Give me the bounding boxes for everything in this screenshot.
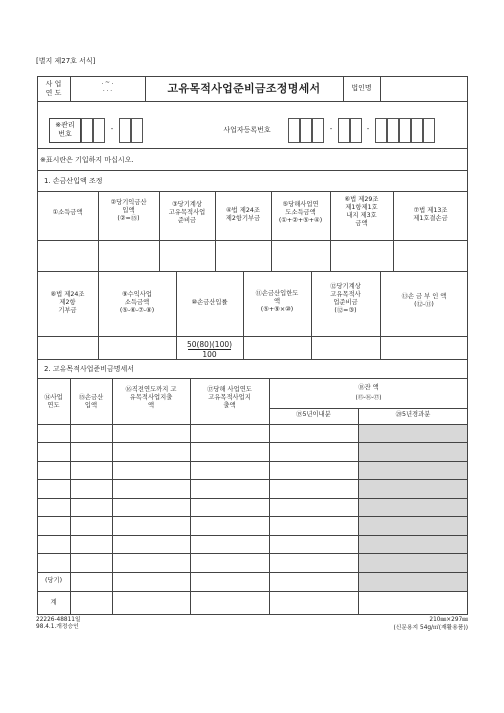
management-number-digit-2[interactable]: [93, 118, 105, 143]
table-row[interactable]: [38, 443, 468, 461]
business-year-label: 사 업 연 도: [45, 80, 62, 97]
bizreg-digit-2[interactable]: [300, 118, 312, 143]
header-balance: ⑱잔 액: [358, 384, 379, 391]
input-loss-13-1[interactable]: [394, 241, 467, 271]
header-amount-included: ⑮손금산 입액: [78, 394, 104, 409]
table-row[interactable]: [38, 536, 468, 553]
rate-numerator: 50(80)(100): [186, 340, 233, 349]
table-row[interactable]: [38, 499, 468, 516]
header-over-5-years: ⑳5년경과분: [395, 411, 431, 418]
bizreg-digit-10[interactable]: [423, 118, 435, 143]
dash: -: [110, 125, 114, 133]
divider: [269, 408, 468, 409]
input-reserve-booked-12[interactable]: [312, 337, 380, 359]
bizreg-digit-3[interactable]: [312, 118, 324, 143]
bizreg-digit-6[interactable]: [375, 118, 387, 143]
input-business-income[interactable]: [99, 337, 176, 359]
business-year-range: . ~ . . . .: [101, 80, 114, 94]
bizreg-digit-8[interactable]: [399, 118, 411, 143]
header-current-expenditure: ⑰당해 사업연도 고유목적사업지 출액: [207, 386, 252, 409]
bizreg-digit-4[interactable]: [338, 118, 350, 143]
header-income: ①소득금액: [52, 209, 83, 216]
section2-title: 2. 고유목적사업준비금명세서: [44, 365, 135, 373]
dash: -: [366, 125, 370, 133]
header-reserve-booked: ③당기계상 고유목적사업 준비금: [168, 201, 206, 224]
header-inclusion-limit: ⑪손금산입한도 액 (⑤+⑨×⑩): [255, 290, 299, 313]
corporation-name-label: 법인명: [351, 84, 372, 92]
management-number-label: ※관리 번호: [55, 121, 75, 138]
header-donation-24-2: ④법 제24조 제2항기부금: [225, 207, 261, 222]
header-loss-13-1: ⑦법 제13조 제1호결손금: [413, 207, 448, 222]
header-gains-included: ②당기익금산 입액 (②=⑮): [110, 199, 147, 222]
header-article29-amount: ⑥법 제29조 제1항제1호 내지 제3호 금액: [344, 196, 379, 227]
bizreg-digit-7[interactable]: [387, 118, 399, 143]
input-reserve-booked[interactable]: [160, 241, 215, 271]
input-income[interactable]: [38, 241, 98, 271]
divider: [37, 378, 468, 379]
table-row[interactable]: [38, 517, 468, 535]
rate-denominator: 100: [202, 350, 217, 359]
instruction-note: ※표시란은 기입하지 마십시오.: [40, 156, 134, 164]
header-business-income: ⑨수익사업 소득금액 (⑤-⑥-⑦-⑧): [119, 291, 155, 314]
divider: [37, 101, 468, 102]
table-row[interactable]: [38, 480, 468, 498]
header-balance-formula: (⑮-⑯-⑰): [355, 395, 382, 401]
input-inclusion-limit[interactable]: [244, 337, 311, 359]
input-disallowed-amount[interactable]: [381, 337, 467, 359]
divider: [37, 591, 468, 592]
current-year-label: (당기): [44, 577, 63, 584]
header-donation-24-2b: ⑧법 제24조 제2항 기부금: [50, 291, 85, 314]
management-number-digit-3[interactable]: [119, 118, 131, 143]
form-title: 고유목적사업준비금조정명세서: [167, 82, 321, 95]
input-article29-amount[interactable]: [331, 241, 393, 271]
header-business-year: ⑭사업 연도: [44, 394, 63, 409]
header-inclusion-rate: ⑩손금산입률: [191, 299, 228, 306]
table-row[interactable]: [38, 462, 468, 479]
bizreg-digit-5[interactable]: [350, 118, 362, 143]
divider: [37, 170, 468, 171]
input-gains-included[interactable]: [99, 241, 159, 271]
divider: [37, 191, 468, 192]
header-disallowed-amount: ⑬손 금 부 인 액 (⑫-⑪): [401, 293, 447, 308]
paper-size: 210㎜×297㎜: [429, 617, 468, 623]
divider: [37, 553, 468, 554]
management-number-digit-1[interactable]: [81, 118, 93, 143]
corporation-name-field[interactable]: [381, 77, 467, 100]
form-code: 22226-48811일 98.4.1.개정승인: [36, 617, 81, 631]
input-donation-24-2[interactable]: [216, 241, 271, 271]
form-number: [별지 제27호 서식]: [36, 57, 96, 65]
header-year-income: ⑤당해사업연 도소득금액 (①+②+⑤+④): [278, 201, 323, 224]
divider: [37, 359, 468, 360]
input-year-income[interactable]: [272, 241, 330, 271]
management-number-digit-4[interactable]: [131, 118, 143, 143]
divider: [37, 271, 468, 272]
divider: [37, 572, 468, 573]
paper-type: (신문용지 54g/㎡(재활용품)): [393, 625, 468, 631]
total-label: 계: [50, 599, 57, 606]
business-registration-label: 사업자등록번호: [223, 126, 271, 134]
section1-title: 1. 손금산입액 조정: [44, 177, 103, 185]
header-prior-expenditure: ⑯직전연도까지 고 유목적사업지출 액: [125, 386, 177, 409]
dash: -: [329, 125, 333, 133]
input-donation-24-2b[interactable]: [38, 337, 98, 359]
bizreg-digit-1[interactable]: [288, 118, 300, 143]
table-row[interactable]: [38, 425, 468, 442]
divider: [37, 148, 468, 149]
bizreg-digit-9[interactable]: [411, 118, 423, 143]
header-within-5-years: ⑲5년이내분: [296, 411, 331, 418]
header-reserve-booked-12: ⑫당기계상 고유목적사 업준비금 (⑫=③): [330, 283, 361, 314]
